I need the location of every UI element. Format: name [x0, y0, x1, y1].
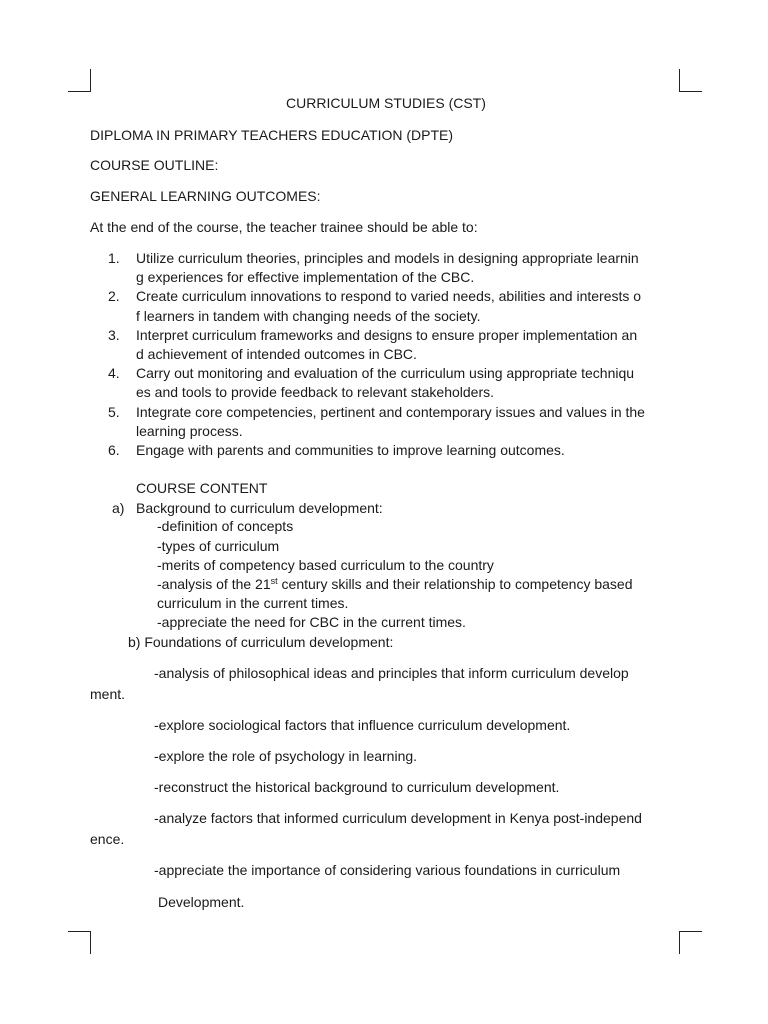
section-a-title: Background to curriculum development:: [136, 500, 383, 516]
section-b-item: -appreciate the importance of considering various foundations in curriculum: [154, 862, 621, 878]
section-a-item: -definition of concepts: [157, 518, 294, 534]
section-a-item: -analysis of the 21st century skills and their relationship to competency based: [157, 576, 633, 592]
list-item: 5. Integrate core competencies, pertinent and contemporary issues and values in the learning process.: [108, 403, 645, 439]
section-a-item: -types of curriculum: [157, 538, 280, 554]
document-title: CURRICULUM STUDIES (CST): [286, 95, 486, 111]
section-b-item: -analysis of philosophical ideas and principles that inform curriculum develop: [154, 665, 629, 681]
list-item: 1. Utilize curriculum theories, principles and models in designing appropriate learnin g experiences for effective implementation of the CBC.: [108, 250, 639, 286]
crop-mark-top-left: [68, 69, 91, 92]
learning-outcomes-list: [108, 249, 688, 460]
list-item: 4. Carry out monitoring and evaluation of the curriculum using appropriate techniqu es and tools to provide feedback to relevant stakeholders.: [108, 365, 635, 401]
section-a-item: -appreciate the need for CBC in the current times.: [157, 614, 466, 630]
course-content-heading: COURSE CONTENT: [136, 480, 268, 496]
section-a-item: -merits of competency based curriculum to the country: [157, 557, 494, 573]
intro-text: At the end of the course, the teacher trainee should be able to:: [90, 219, 478, 235]
section-a-item-continued: curriculum in the current times.: [157, 595, 349, 611]
crop-mark-bottom-right: [679, 931, 702, 954]
list-item: 6. Engage with parents and communities to improve learning outcomes.: [108, 442, 565, 459]
section-b-item-continued: Development.: [158, 894, 245, 910]
section-b-item: -analyze factors that informed curriculum development in Kenya post-independ: [154, 810, 642, 826]
section-a-label: a): [112, 500, 125, 516]
course-outline-heading: COURSE OUTLINE:: [90, 157, 219, 173]
general-outcomes-heading: GENERAL LEARNING OUTCOMES:: [90, 188, 321, 204]
crop-mark-bottom-left: [68, 931, 91, 954]
list-item: 2. Create curriculum innovations to respond to varied needs, abilities and interests o f learners in tandem with changing needs of the society.: [108, 288, 642, 324]
section-b-item: -reconstruct the historical background to curriculum development.: [154, 779, 560, 795]
crop-mark-top-right: [679, 69, 702, 92]
section-b-item: -explore the role of psychology in learning.: [154, 748, 418, 764]
section-b-title: b) Foundations of curriculum development:: [128, 634, 394, 650]
program-heading: DIPLOMA IN PRIMARY TEACHERS EDUCATION (DPTE): [90, 127, 454, 143]
section-b-item-continued: ment.: [90, 686, 126, 702]
section-b-item-continued: ence.: [90, 831, 125, 847]
list-item: 3. Interpret curriculum frameworks and designs to ensure proper implementation an d achievement of intended outcomes in CBC.: [108, 326, 638, 363]
section-b-item: -explore sociological factors that influence curriculum development.: [154, 717, 571, 733]
